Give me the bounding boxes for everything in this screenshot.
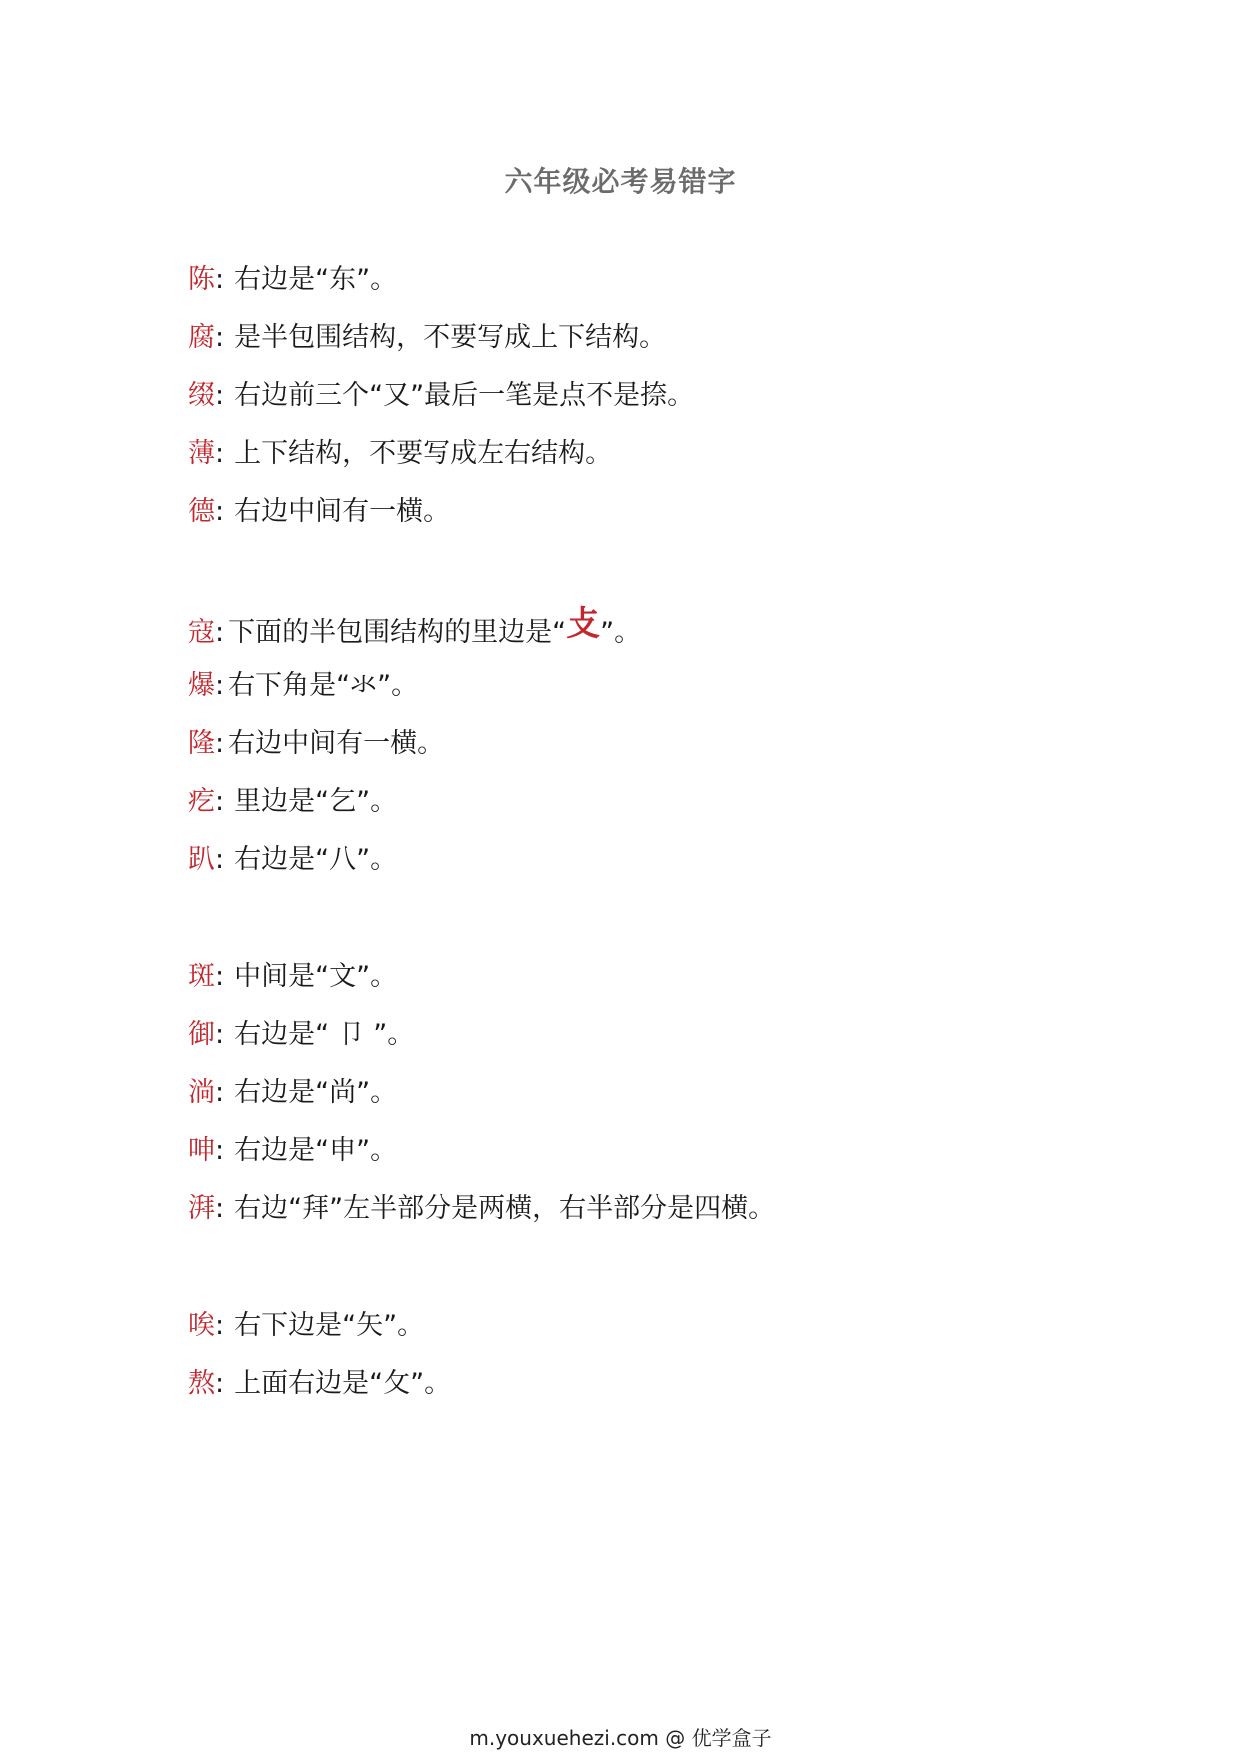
list-item — [188, 604, 642, 650]
separator: : — [215, 380, 225, 411]
error-prone-char: 缀 — [188, 380, 215, 411]
list-item — [188, 379, 694, 413]
explanation: 右边是“ 卩 ”。 — [234, 1019, 415, 1050]
separator: : — [215, 322, 225, 353]
error-prone-char: 隆 — [188, 728, 215, 759]
highlighted-component: 攴 — [566, 604, 601, 644]
explanation: 右边是“八”。 — [234, 844, 398, 875]
explanation: 上下结构，不要写成左右结构。 — [234, 438, 613, 469]
explanation: 右边是“申”。 — [234, 1135, 398, 1166]
separator: : — [215, 1193, 225, 1224]
separator: : — [215, 438, 225, 469]
page-title: 六年级必考易错字 — [504, 165, 737, 198]
separator: : — [215, 670, 225, 701]
error-prone-char: 薄 — [188, 438, 215, 469]
separator: : — [215, 961, 225, 992]
explanation: 中间是“文”。 — [234, 961, 398, 992]
error-prone-char: 德 — [188, 496, 215, 527]
error-prone-char: 腐 — [188, 322, 215, 353]
separator: : — [215, 1368, 225, 1399]
explanation: 右边中间有一横。 — [234, 496, 451, 527]
separator: : — [215, 786, 225, 817]
error-prone-char: 呻 — [188, 1135, 215, 1166]
error-prone-char: 疙 — [188, 786, 215, 817]
error-prone-char: 陈 — [188, 264, 215, 295]
explanation: 右边前三个“又”最后一笔是点不是捺。 — [234, 380, 695, 411]
list-item — [188, 1367, 451, 1401]
list-item — [188, 960, 397, 994]
list-item — [188, 1076, 397, 1110]
list-item — [188, 1134, 397, 1168]
list-item — [188, 1309, 424, 1343]
list-item — [188, 669, 418, 703]
explanation: 右边中间有一横。 — [228, 728, 445, 759]
error-prone-char: 寇 — [188, 617, 215, 648]
footer-source: m.youxuehezi.com @ 优学盒子 — [469, 1726, 772, 1750]
list-item — [188, 263, 397, 297]
error-prone-char: 熬 — [188, 1368, 215, 1399]
error-prone-char: 御 — [188, 1019, 215, 1050]
explanation: 是半包围结构，不要写成上下结构。 — [234, 322, 667, 353]
list-item — [188, 843, 397, 877]
list-item — [188, 1192, 775, 1226]
list-item — [188, 437, 612, 471]
explanation: 上面右边是“攵”。 — [234, 1368, 452, 1399]
separator: : — [215, 1077, 225, 1108]
separator: : — [215, 1135, 225, 1166]
list-item — [188, 1018, 414, 1052]
separator: : — [215, 1019, 225, 1050]
list-item — [188, 321, 666, 355]
separator: : — [215, 617, 225, 648]
explanation: 右边是“东”。 — [234, 264, 398, 295]
error-prone-char: 趴 — [188, 844, 215, 875]
error-prone-char: 斑 — [188, 961, 215, 992]
explanation: 里边是“乞”。 — [234, 786, 398, 817]
error-prone-char: 唉 — [188, 1310, 215, 1341]
separator: : — [215, 264, 225, 295]
error-prone-char: 湃 — [188, 1193, 215, 1224]
list-item — [188, 785, 397, 819]
explanation: 右下边是“矢”。 — [234, 1310, 425, 1341]
list-item — [188, 727, 444, 761]
error-prone-char: 淌 — [188, 1077, 215, 1108]
separator: : — [215, 496, 225, 527]
explanation-start: 下面的半包围结构的里边是“ — [228, 617, 567, 648]
list-item — [188, 495, 450, 529]
explanation: 右边“拜”左半部分是两横，右半部分是四横。 — [234, 1193, 776, 1224]
explanation-end: ”。 — [600, 617, 642, 648]
explanation: 右下角是“氺”。 — [228, 670, 419, 701]
explanation: 右边是“尚”。 — [234, 1077, 398, 1108]
separator: : — [215, 728, 225, 759]
separator: : — [215, 1310, 225, 1341]
error-prone-char: 爆 — [188, 670, 215, 701]
separator: : — [215, 844, 225, 875]
